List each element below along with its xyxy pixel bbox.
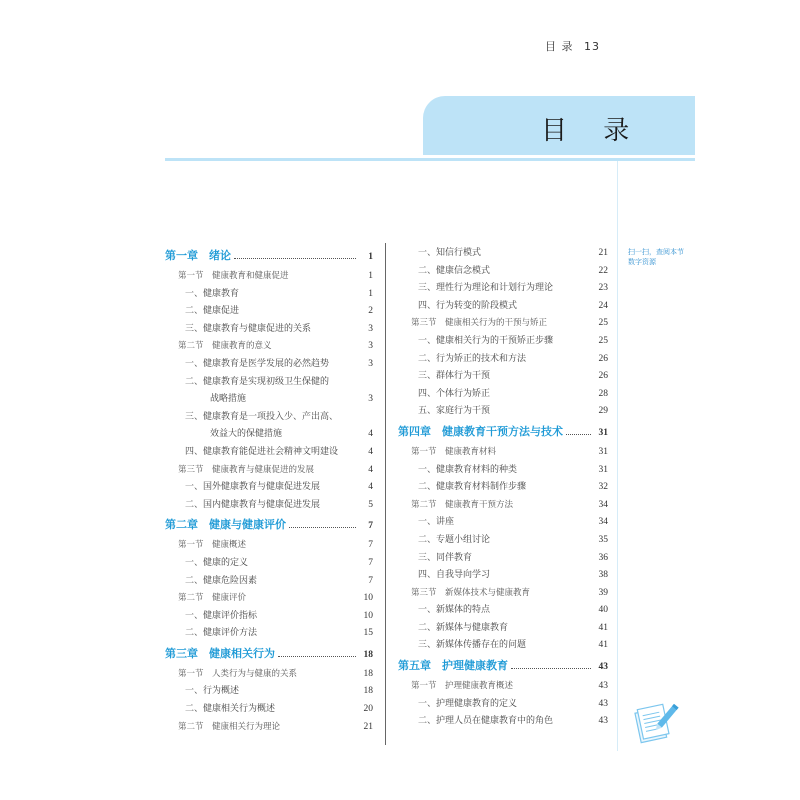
toc-item[interactable] — [398, 514, 608, 532]
toc-page-number: 26 — [598, 371, 608, 382]
toc-page-number: 43 — [598, 681, 608, 692]
toc-page-number: 43 — [598, 662, 608, 673]
toc-page-number: 15 — [363, 628, 373, 639]
toc-page-number: 7 — [368, 540, 373, 551]
toc-item[interactable] — [398, 298, 608, 316]
toc-page-number: 26 — [598, 353, 608, 364]
toc-section[interactable] — [165, 590, 373, 608]
toc-entry-title: 二、健康评价方法 — [185, 628, 258, 639]
toc-left-column — [165, 245, 373, 736]
toc-section[interactable] — [398, 497, 608, 515]
toc-item[interactable] — [165, 683, 373, 701]
margin-line — [617, 161, 618, 751]
toc-page-number: 7 — [368, 575, 373, 586]
toc-entry-title: 第五章 护理健康教育 — [398, 659, 508, 673]
toc-entry-title: 四、行为转变的阶段模式 — [418, 300, 518, 311]
toc-section[interactable] — [398, 678, 608, 696]
toc-entry-title: 一、健康教育是医学发展的必然趋势 — [185, 358, 330, 369]
toc-entry-title: 二、健康促进 — [185, 306, 240, 317]
toc-page-number: 3 — [368, 394, 373, 405]
toc-page-number: 28 — [598, 388, 608, 399]
toc-item[interactable] — [165, 286, 373, 304]
toc-entry-title: 第一节 人类行为与健康的关系 — [178, 668, 298, 679]
toc-entry-title: 一、健康相关行为的干预矫正步骤 — [418, 335, 554, 346]
title-band — [423, 96, 695, 155]
title-rule — [165, 158, 695, 161]
toc-entry-title: 第三节 健康教育与健康促进的发展 — [178, 464, 315, 475]
toc-page-number: 3 — [368, 358, 373, 369]
toc-item[interactable] — [398, 368, 608, 386]
toc-page-number: 3 — [368, 341, 373, 352]
toc-entry-title: 第一章 绪论 — [165, 249, 231, 262]
toc-item[interactable] — [398, 567, 608, 585]
toc-item[interactable] — [398, 479, 608, 497]
toc-page-number: 36 — [598, 552, 608, 563]
toc-page-number: 1 — [368, 252, 373, 262]
toc-entry-title: 第一节 健康教育和健康促进 — [178, 271, 289, 281]
toc-entry-title: 二、新媒体与健康教育 — [418, 622, 509, 633]
toc-entry-title: 一、护理健康教育的定义 — [418, 698, 518, 709]
toc-chapter[interactable] — [398, 655, 608, 678]
toc-item[interactable] — [398, 602, 608, 620]
toc-entry-title: 二、护理人员在健康教育中的角色 — [418, 716, 554, 727]
dot-leader — [566, 433, 591, 435]
toc-page-number: 5 — [368, 499, 373, 510]
toc-entry-title: 一、健康教育材料的种类 — [418, 464, 518, 475]
toc-entry-title: 一、知信行模式 — [418, 248, 482, 258]
toc-entry-title: 第二节 健康相关行为理论 — [178, 721, 281, 732]
toc-entry-title: 一、讲座 — [418, 517, 455, 528]
toc-entry-title: 第一节 健康教育材料 — [411, 446, 497, 457]
toc-item[interactable] — [165, 409, 373, 427]
toc-section[interactable] — [165, 462, 373, 480]
toc-item[interactable] — [398, 386, 608, 404]
toc-item[interactable] — [398, 403, 608, 421]
notes-pencil-icon — [632, 700, 680, 744]
toc-entry-title: 三、同伴教育 — [418, 552, 473, 563]
toc-item[interactable] — [165, 374, 373, 392]
page-title: 目 录 — [541, 116, 644, 146]
running-head — [545, 38, 600, 54]
dot-leader — [278, 655, 356, 657]
dot-leader — [234, 257, 356, 259]
toc-entry-title: 四、个体行为矫正 — [418, 388, 491, 399]
toc-item[interactable] — [398, 280, 608, 298]
toc-chapter[interactable] — [165, 514, 373, 537]
toc-page-number: 18 — [363, 649, 373, 660]
toc-entry-title: 一、健康评价指标 — [185, 610, 258, 621]
toc-item[interactable] — [398, 696, 608, 714]
toc-page-number: 40 — [598, 605, 608, 616]
toc-entry-title: 四、自我导向学习 — [418, 570, 491, 581]
toc-item[interactable] — [398, 263, 608, 281]
toc-item[interactable] — [165, 608, 373, 626]
toc-entry-title: 战略措施 — [210, 394, 247, 405]
toc-entry-title: 二、国内健康教育与健康促进发展 — [185, 499, 321, 510]
toc-entry-title: 效益大的保健措施 — [210, 429, 283, 440]
toc-item[interactable] — [398, 637, 608, 655]
toc-page-number: 10 — [363, 610, 373, 621]
toc-entry-title: 第三节 新媒体技术与健康教育 — [411, 587, 531, 598]
digital-resource-note[interactable]: 扫一扫，查阅本节数字资源 — [628, 248, 684, 266]
toc-item[interactable] — [165, 573, 373, 591]
toc-page-number: 41 — [598, 622, 608, 633]
toc-page-number: 3 — [368, 323, 373, 334]
toc-item[interactable] — [165, 497, 373, 515]
toc-entry-title: 第二节 健康教育干预方法 — [411, 499, 514, 510]
toc-page-number: 4 — [368, 482, 373, 493]
toc-entry-title: 三、健康教育与健康促进的关系 — [185, 323, 312, 334]
toc-cont[interactable] — [165, 391, 373, 409]
toc-page-number: 1 — [368, 271, 373, 281]
toc-page-number: 35 — [598, 534, 608, 545]
toc-page-number: 25 — [598, 318, 608, 329]
toc-page-number: 24 — [598, 300, 608, 311]
toc-item[interactable] — [165, 444, 373, 462]
toc-page-number: 34 — [598, 517, 608, 528]
toc-entry-title: 三、新媒体传播存在的问题 — [418, 640, 527, 651]
toc-page-number: 21 — [598, 248, 608, 258]
toc-entry-title: 五、家庭行为干预 — [418, 406, 491, 417]
toc-item[interactable] — [165, 356, 373, 374]
toc-page-number: 4 — [368, 446, 373, 457]
toc-page-number: 18 — [363, 686, 373, 697]
dot-leader — [511, 667, 591, 669]
toc-page-number: 31 — [598, 427, 608, 438]
toc-section[interactable] — [398, 585, 608, 603]
toc-entry-title: 二、健康信念模式 — [418, 265, 491, 276]
toc-entry-title: 第三章 健康相关行为 — [165, 646, 275, 660]
toc-item[interactable] — [398, 245, 608, 263]
toc-item[interactable] — [165, 625, 373, 643]
toc-item[interactable] — [398, 713, 608, 731]
toc-page-number: 43 — [598, 716, 608, 727]
toc-entry-title: 二、健康相关行为概述 — [185, 704, 276, 715]
toc-item[interactable] — [398, 550, 608, 568]
toc-entry-title: 第一节 护理健康教育概述 — [411, 681, 514, 692]
toc-page-number: 31 — [598, 446, 608, 457]
toc-item[interactable] — [398, 462, 608, 480]
toc-page-number: 1 — [368, 288, 373, 299]
toc-item[interactable] — [398, 532, 608, 550]
toc-section[interactable] — [165, 268, 373, 286]
toc-entry-title: 第一节 健康概述 — [178, 540, 247, 551]
toc-right-column — [398, 245, 608, 731]
toc-page-number: 23 — [598, 283, 608, 294]
toc-page-number: 4 — [368, 464, 373, 475]
toc-page-number: 10 — [363, 593, 373, 604]
toc-page-number: 41 — [598, 640, 608, 651]
toc-section[interactable] — [398, 444, 608, 462]
toc-entry-title: 第二节 健康评价 — [178, 593, 247, 604]
toc-entry-title: 三、理性行为理论和计划行为理论 — [418, 283, 554, 294]
toc-item[interactable] — [165, 701, 373, 719]
toc-item[interactable] — [165, 479, 373, 497]
toc-entry-title: 一、国外健康教育与健康促进发展 — [185, 482, 321, 493]
dot-leader — [289, 526, 356, 528]
running-head-label: 目 录 — [545, 40, 574, 53]
toc-entry-title: 二、健康教育材料制作步骤 — [418, 482, 527, 493]
toc-item[interactable] — [165, 321, 373, 339]
toc-entry-title: 二、健康教育是实现初级卫生保健的 — [185, 376, 330, 387]
toc-item[interactable] — [398, 333, 608, 351]
toc-entry-title: 二、健康危险因素 — [185, 575, 258, 586]
toc-page-number: 25 — [598, 335, 608, 346]
toc-entry-title: 三、群体行为干预 — [418, 371, 491, 382]
page-number: 13 — [584, 40, 600, 53]
toc-entry-title: 一、健康教育 — [185, 288, 240, 299]
toc-entry-title: 二、专题小组讨论 — [418, 534, 491, 545]
toc-chapter[interactable] — [165, 245, 373, 268]
toc-section[interactable] — [165, 666, 373, 684]
toc-section[interactable] — [165, 537, 373, 555]
toc-item[interactable] — [398, 620, 608, 638]
column-divider — [385, 243, 386, 745]
toc-item[interactable] — [165, 555, 373, 573]
toc-page-number: 2 — [368, 306, 373, 317]
toc-entry-title: 第二章 健康与健康评价 — [165, 518, 286, 532]
toc-page-number: 4 — [368, 429, 373, 440]
toc-entry-title: 三、健康教育是一项投入少、产出高、 — [185, 411, 339, 422]
toc-page-number: 20 — [363, 704, 373, 715]
toc-entry-title: 二、行为矫正的技术和方法 — [418, 353, 527, 364]
toc-cont[interactable] — [165, 426, 373, 444]
toc-page-number: 39 — [598, 587, 608, 598]
toc-entry-title: 第四章 健康教育干预方法与技术 — [398, 424, 563, 438]
toc-page-number: 7 — [368, 521, 373, 532]
toc-section[interactable] — [165, 338, 373, 356]
toc-page-number: 21 — [363, 721, 373, 732]
toc-section[interactable] — [398, 315, 608, 333]
toc-page-number: 43 — [598, 698, 608, 709]
toc-page-number: 29 — [598, 406, 608, 417]
toc-entry-title: 一、行为概述 — [185, 686, 240, 697]
toc-page-number: 7 — [368, 557, 373, 568]
toc-page-number: 34 — [598, 499, 608, 510]
toc-page-number: 22 — [598, 265, 608, 276]
toc-entry-title: 一、新媒体的特点 — [418, 605, 491, 616]
toc-page-number: 31 — [598, 464, 608, 475]
toc-item[interactable] — [165, 303, 373, 321]
toc-entry-title: 一、健康的定义 — [185, 557, 249, 568]
toc-page-number: 18 — [363, 668, 373, 679]
toc-entry-title: 第三节 健康相关行为的干预与矫正 — [411, 318, 548, 329]
toc-item[interactable] — [398, 351, 608, 369]
toc-chapter[interactable] — [165, 643, 373, 666]
toc-chapter[interactable] — [398, 421, 608, 444]
toc-entry-title: 第二节 健康教育的意义 — [178, 341, 272, 352]
toc-page-number: 32 — [598, 482, 608, 493]
toc-entry-title: 四、健康教育能促进社会精神文明建设 — [185, 446, 339, 457]
toc-section[interactable] — [165, 719, 373, 737]
toc-page-number: 38 — [598, 570, 608, 581]
